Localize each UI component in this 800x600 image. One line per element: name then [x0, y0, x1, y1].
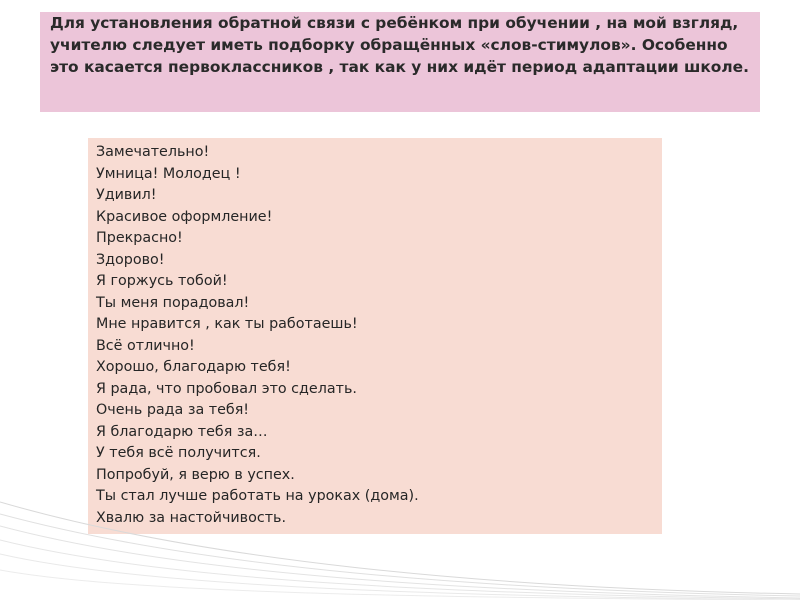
phrase-item: Я горжусь тобой!: [96, 273, 228, 289]
phrase-item: Здорово!: [96, 251, 165, 268]
phrase-item: Очень рада за тебя!: [96, 402, 250, 418]
phrase-item: Красивое оформление!: [96, 208, 273, 225]
phrase-item: Мне нравится , как ты работаешь!: [96, 316, 358, 332]
phrase-item: Удивил!: [96, 187, 157, 203]
decor-line: [0, 570, 800, 600]
phrase-item: Хорошо, благодарю тебя!: [96, 359, 291, 375]
phrase-item: Всё отлично!: [96, 337, 195, 354]
phrase-item: Замечательно!: [96, 144, 210, 160]
phrase-item: У тебя всё получится.: [96, 445, 261, 461]
phrase-item: Хвалю за настойчивость.: [96, 509, 287, 526]
stimulus-phrase-list: [96, 142, 654, 529]
decor-line: [0, 526, 800, 598]
header-text: Для установления обратной связи с ребёнком при обучении , на мой взгляд, учителю следует иметь подборку обращённых «слов-стимулов». Особенно это касается первоклассников , так как у них идёт период адаптации школе.: [50, 14, 749, 76]
phrase-item: Ты меня порадовал!: [96, 294, 250, 311]
phrase-item: Умница! Молодец !: [96, 165, 241, 182]
phrase-item: Я благодарю тебя за…: [96, 423, 268, 440]
stimulus-phrases-box: [88, 138, 662, 534]
header-box: [40, 12, 760, 112]
phrase-item: Прекрасно!: [96, 230, 183, 246]
decor-line: [0, 554, 800, 600]
phrase-item: Я рада, что пробовал это сделать.: [96, 380, 357, 397]
phrase-item: Ты стал лучше работать на уроках (дома).: [96, 488, 419, 504]
phrase-item: Попробуй, я верю в успех.: [96, 466, 295, 483]
decor-line: [0, 540, 800, 599]
